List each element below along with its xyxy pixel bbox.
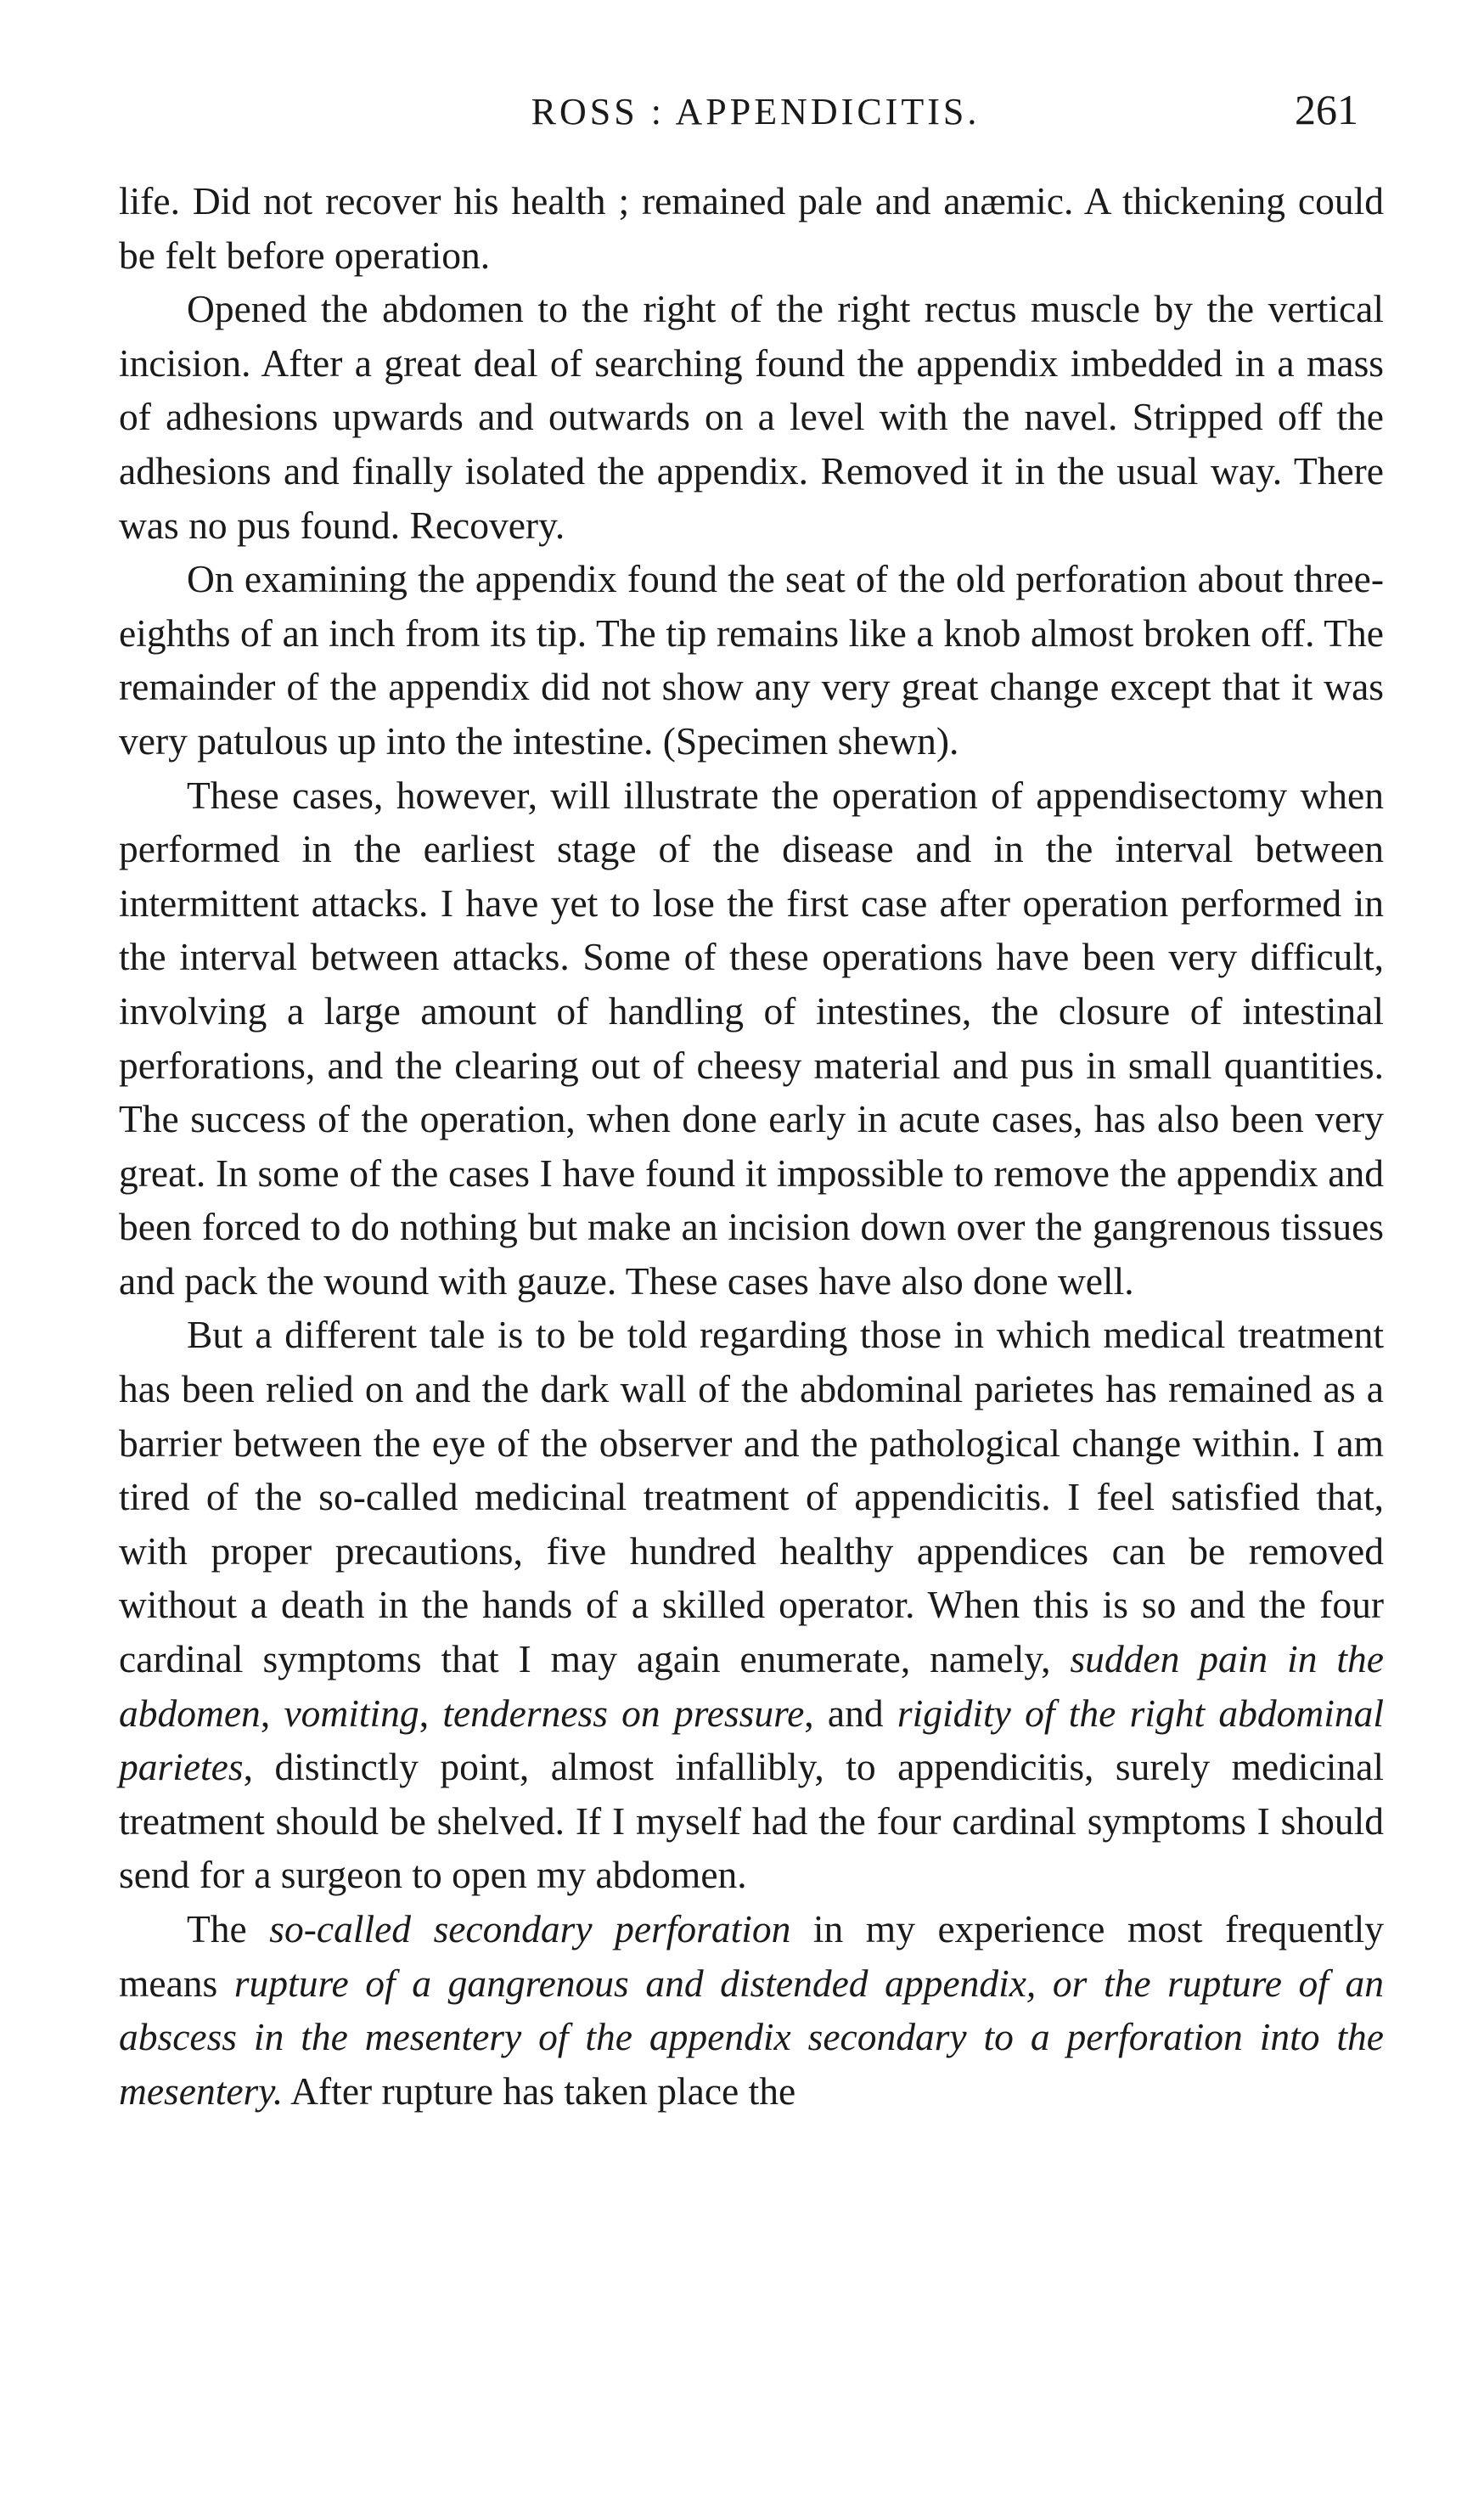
italic-text: sudden pain in the abdomen — [119, 1637, 1384, 1735]
page-header — [119, 85, 1392, 136]
text-run: life. Did not recover his health ; remained pale and anæmic. A thickening could be felt before operation. — [119, 179, 1384, 277]
paragraph — [119, 282, 1384, 552]
paragraph — [119, 768, 1384, 1309]
text-run: But a different tale is to be told regarding those in which medical treatment has been relied on and the dark wall of the abdominal parietes has remained as a barrier between the eye of the observer and the pathological change within. I am tired of the so-called medicinal treatment of appendicitis. I feel satisfied that, with proper precautions, five hundred healthy appendices can be removed without a death in the hands of a skilled operator. When this is so and the four cardinal symptoms that I may again enumerate, namely, — [119, 1313, 1384, 1681]
text-run: , and — [804, 1691, 897, 1735]
italic-text: vomiting — [284, 1691, 419, 1735]
italic-text: rigidity of the right abdominal parietes — [119, 1691, 1385, 1789]
text-run: Opened the abdomen to the right of the right rectus muscle by the vertical incision. After a great deal of searching found the appendix imbedded in a mass of adhesions upwards and outwards on a level with the navel. Stripped off the adhesions and finally isolated the appendix. Removed it in the usual way. There was no pus found. Recovery. — [119, 287, 1384, 547]
text-run: The — [187, 1907, 270, 1950]
running-head: ROSS : APPENDICITIS. — [531, 91, 981, 132]
paragraph — [119, 174, 1384, 282]
italic-text: so-called secondary perforation — [269, 1907, 791, 1950]
italic-text: rupture of a gangrenous and distended appendix, or the rupture of an abscess in the mesentery of the appendix secondary to a perforation into the mesentery. — [119, 1961, 1385, 2113]
paragraph — [119, 552, 1384, 768]
text-run: , — [419, 1691, 443, 1735]
paragraph — [119, 1308, 1384, 1902]
paragraph — [119, 1902, 1384, 2118]
text-run: These cases, however, will illustrate the operation of appendisectomy when performed in the earliest stage of the disease and in the interval between intermittent attacks. I have yet to lose the first case after operation performed in the interval between attacks. Some of these operations have been very difficult, involving a large amount of handling of intestines, the closure of intestinal perforations, and the clearing out of cheesy material and pus in small quantities. The success of the operation, when done early in acute cases, has also been very great. In some of the cases I have found it impossible to remove the appendix and been forced to do nothing but make an incision down over the gangrenous tissues and pack the wound with gauze. These cases have also done well. — [119, 773, 1384, 1303]
text-run: , distinctly point, almost infallibly, to appendicitis, surely medicinal treatment should be shelved. If I myself had the four cardinal symptoms I should send for a surgeon to open my abdomen. — [119, 1745, 1384, 1897]
text-run: After rupture has taken place the — [283, 2069, 796, 2113]
page-number: 261 — [1295, 86, 1358, 133]
text-run: , — [260, 1691, 284, 1735]
italic-text: tenderness on pressure — [442, 1691, 805, 1735]
text-run: On examining the appendix found the seat of the old perforation about three-eighths of an inch from its tip. The tip remains like a knob almost broken off. The remainder of the appendix did not show any very great change except that it was very patulous up into the intestine. (Specimen shewn). — [119, 557, 1384, 763]
text-run: in my experience most frequently means — [119, 1907, 1384, 2005]
body-text — [119, 174, 1384, 2118]
